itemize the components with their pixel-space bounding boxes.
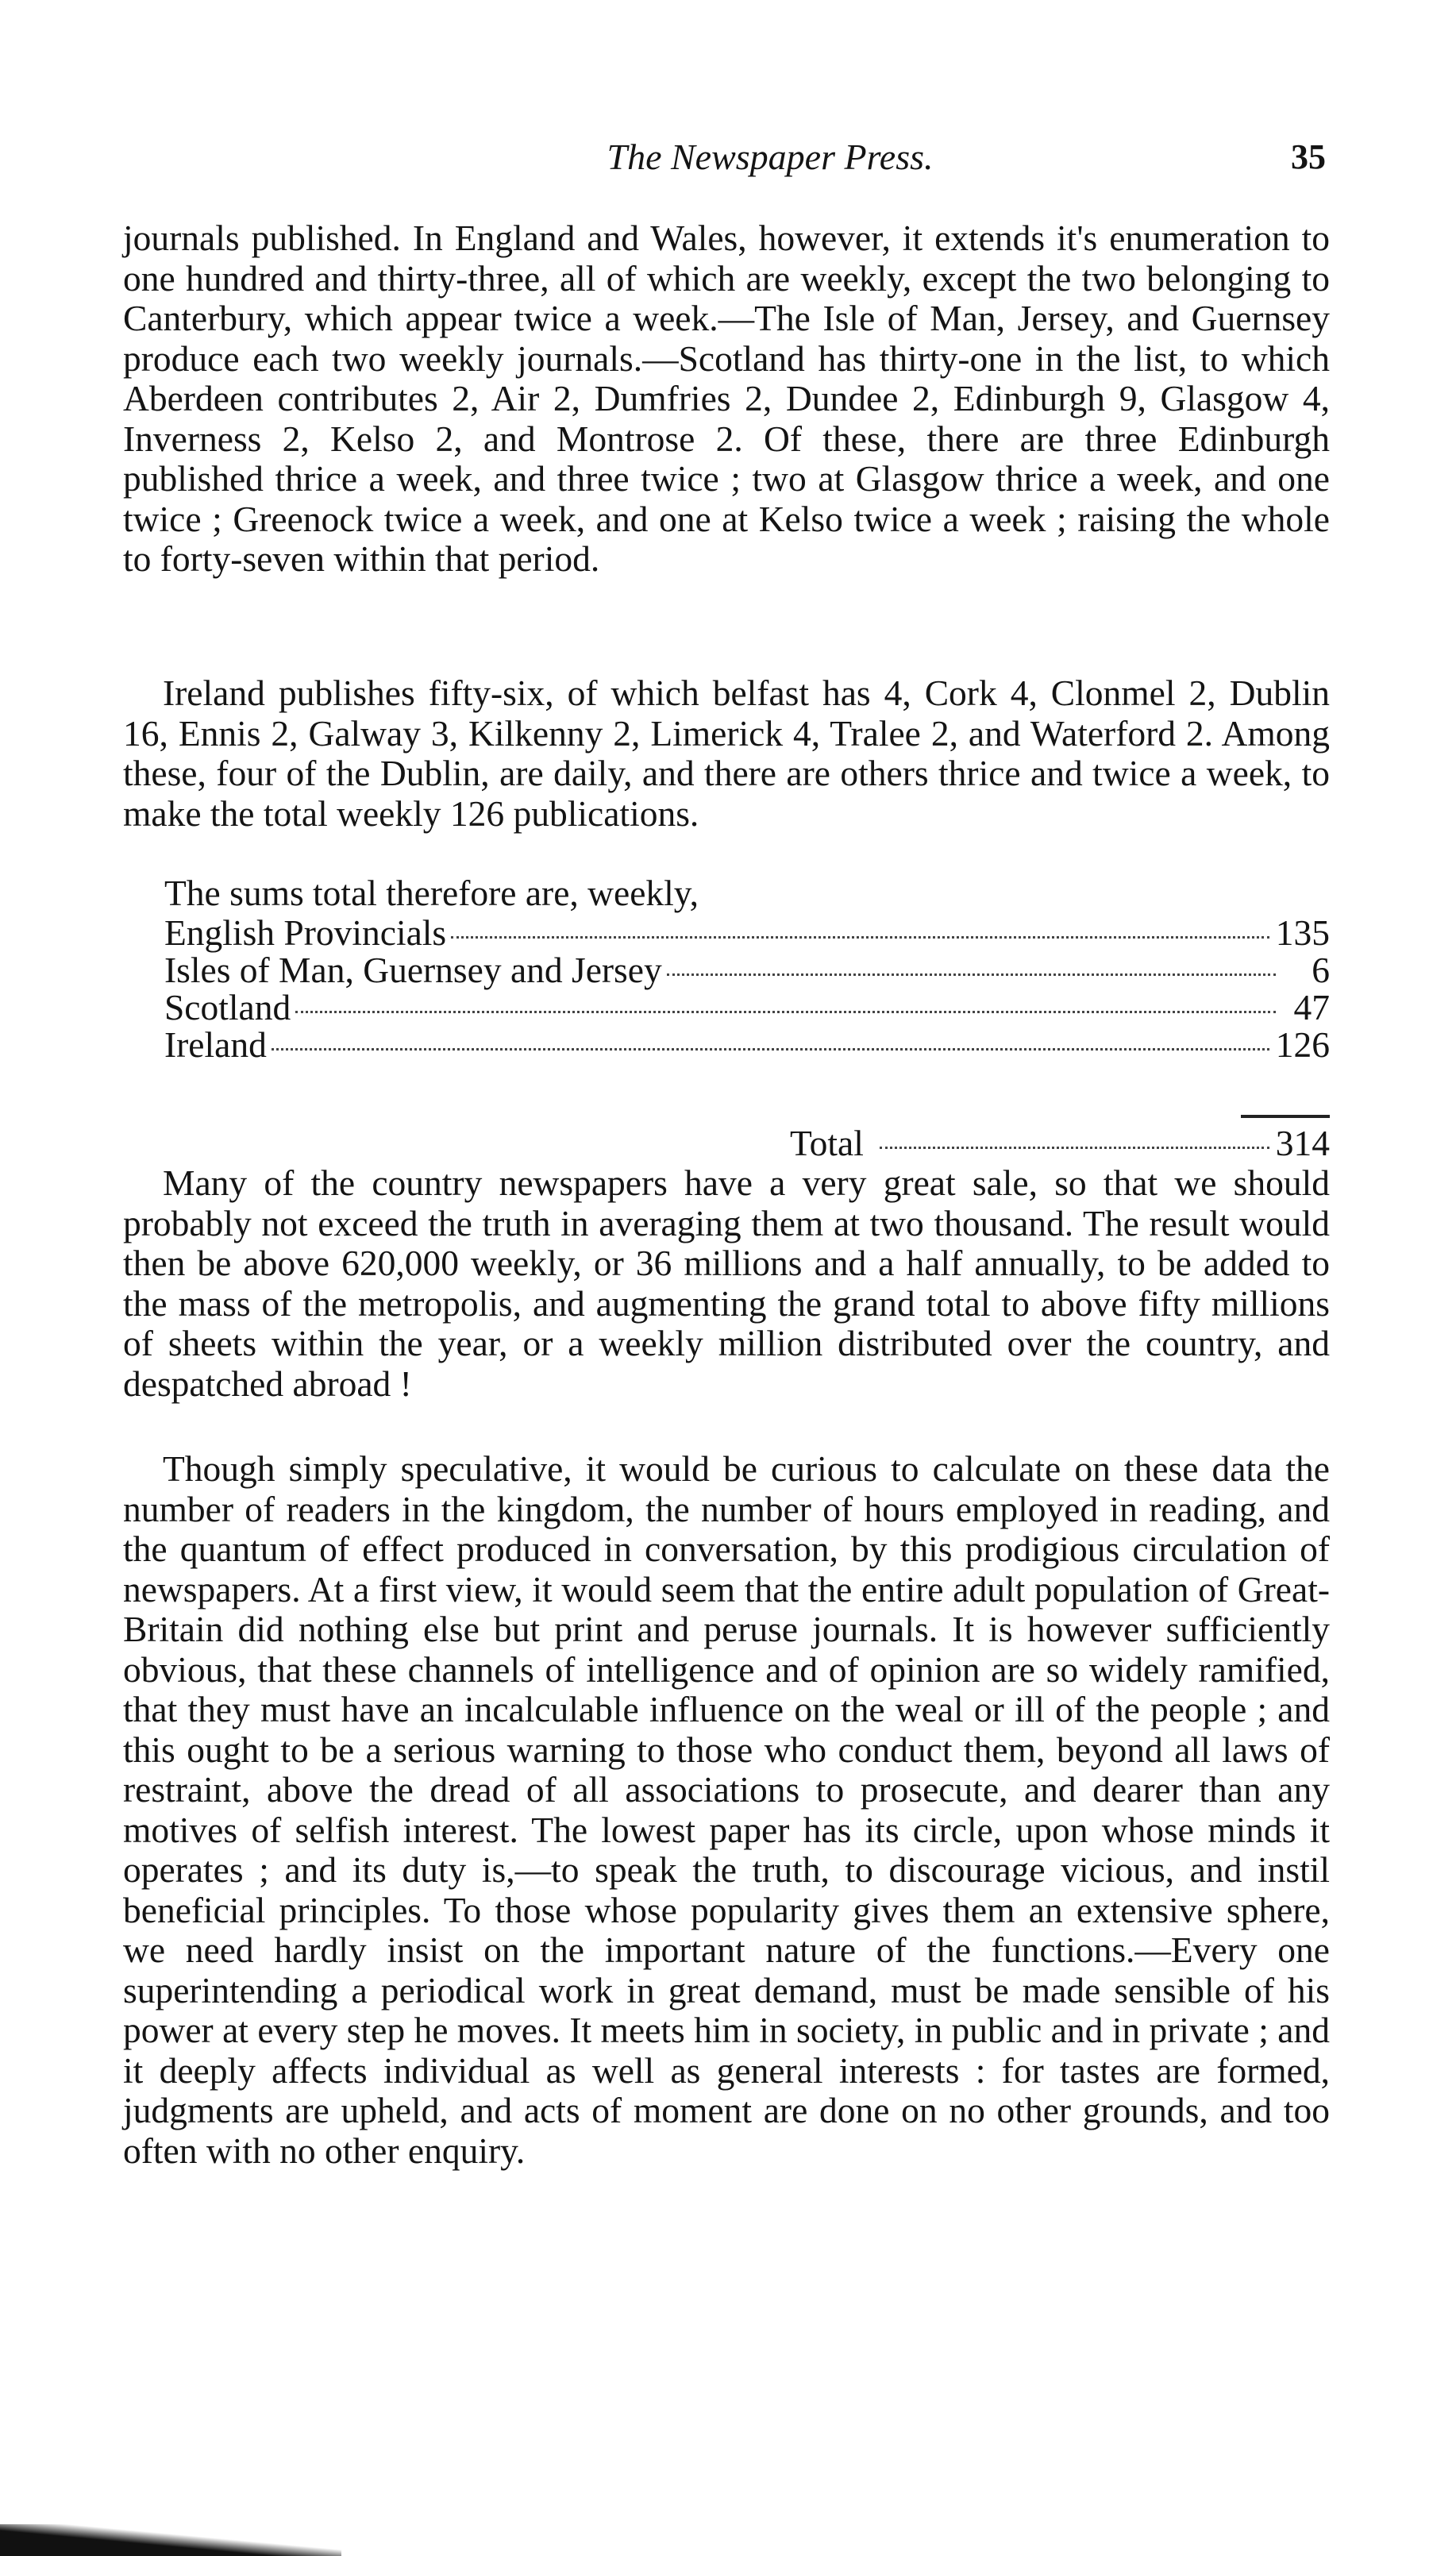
- sums-table: [123, 873, 1330, 1163]
- row-value: 135: [1275, 912, 1330, 953]
- total-row: [790, 1124, 1330, 1163]
- row-value: 47: [1293, 986, 1330, 1027]
- row-label: Ireland: [164, 1024, 267, 1065]
- sum-rule: [1241, 1115, 1330, 1118]
- row-label: English Provincials: [164, 912, 447, 953]
- dotted-leader: [667, 973, 1276, 976]
- row-label: Scotland: [164, 986, 291, 1027]
- dotted-leader: [880, 1147, 1269, 1149]
- paragraph-country-newspapers: [123, 1163, 1330, 1404]
- dotted-leader: [451, 936, 1269, 939]
- total-label: Total: [790, 1123, 864, 1163]
- paragraph-text: journals published. In England and Wales, however, it extends it's enumeration to one hundred and thirty-three, all of which are weekly, except the two belonging to Canterbury, which appear twice a week.—The Isle of Man, Jersey, and Guernsey produce each two weekly journals.—Scotland has thirty-one in the list, to which Aberdeen contributes 2, Air 2, Dumfries 2, Dundee 2, Edinburgh 9, Glasgow 4, Inverness 2, Kelso 2, and Montrose 2. Of these, there are three Edinburgh published thrice a week, and three twice ; two at Glasgow thrice a week, and one twice ; Greenock twice a week, and one at Kelso twice a week ; raising the whole to forty-seven within that period.: [123, 218, 1330, 579]
- table-row: [123, 914, 1330, 951]
- total-value: 314: [1275, 1123, 1330, 1163]
- dotted-leader: [295, 1011, 1276, 1013]
- paragraph-text: Many of the country newspapers have a very great sale, so that we should probably not exceed the truth in averaging them at two thousand. The result would then be above 620,000 weekly, or 36 millions and a half annually, to be added to the mass of the metropolis, and augmenting the grand total to above fifty millions of sheets within the year, or a weekly million distributed over the country, and despatched abroad !: [123, 1162, 1330, 1404]
- row-value: 126: [1275, 1024, 1330, 1065]
- paragraph-speculative: [123, 1449, 1330, 2171]
- row-value: 6: [1312, 949, 1330, 990]
- paragraph-text: Though simply speculative, it would be curious to calculate on these data the number of readers in the kingdom, the number of hours employed in reading, and the quantum of effect produced in conversation, by this prodigious circulation of newspapers. At a first view, it would seem that the entire adult population of Great-Britain did nothing else but print and peruse journals. It is however sufficiently obvious, that these channels of intelligence and of opinion are so widely ramified, that they must have an incalculable influence on the weal or ill of the people ; and this ought to be a serious warning to those who conduct them, beyond all laws of restraint, above the dread of all associations to prosecute, and dearer than any motives of selfish interest. The lowest paper has its circle, upon whose minds it operates ; and its duty is,—to speak the truth, to discourage vicious, and instil beneficial principles. To those whose popularity gives them an extensive sphere, we need hardly insist on the important nature of the functions.—Every one superintending a periodical work in great demand, must be made sensible of his power at every step he moves. It meets him in society, in public and in private ; and it deeply affects individual as well as general interests : for tastes are formed, judgments are upheld, and acts of moment are done on no other grounds, and too often with no other enquiry.: [123, 1448, 1330, 2171]
- paragraph-ireland: [123, 673, 1330, 834]
- table-row: [123, 1026, 1330, 1063]
- running-title: The Newspaper Press.: [607, 137, 934, 177]
- paragraph-text: Ireland publishes fifty-six, of which belfast has 4, Cork 4, Clonmel 2, Dublin 16, Ennis 2, Galway 3, Kilkenny 2, Limerick 4, Tralee 2, and Waterford 2. Among these, four of the Dublin, are daily, and there are others thrice and twice a week, to make the total weekly 126 publications.: [123, 673, 1330, 834]
- paragraph-journals-published: [123, 218, 1330, 580]
- page-number: 35: [1291, 137, 1326, 176]
- page-edge-shadow: [0, 2524, 341, 2556]
- table-row: [123, 951, 1330, 989]
- table-intro: The sums total therefore are, weekly,: [164, 873, 699, 913]
- row-label: Isles of Man, Guernsey and Jersey: [164, 949, 662, 990]
- table-row: [123, 986, 1330, 1027]
- dotted-leader: [272, 1048, 1269, 1051]
- page-header: [119, 133, 1334, 189]
